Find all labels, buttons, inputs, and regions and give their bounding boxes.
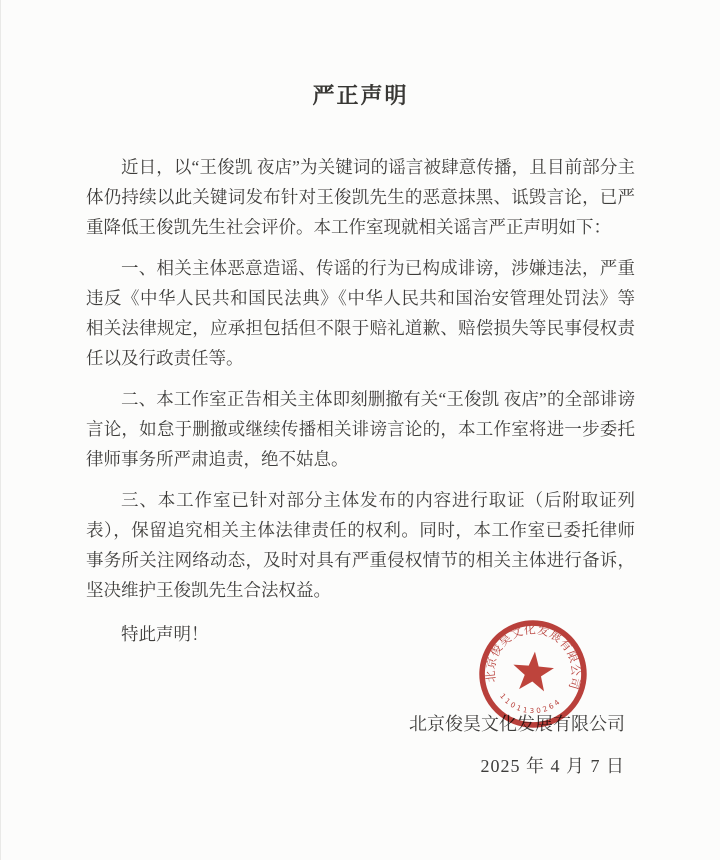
svg-text:1101130264 [497,691,564,718]
seal-serial-number: 1101130264 [498,691,564,716]
paragraph-item-1: 一、相关主体恶意造谣、传谣的行为已构成诽谤，涉嫌违法，严重违反《中华人民共和国民法典》《中华人民共和国治安管理处罚法》等相关法律规定，应承担包括但不限于赔礼道歉、赔偿损失等民事侵权责任以及行政责任等。 [86,258,635,368]
paragraph-item-2: 二、本工作室正告相关主体即刻删撤有关“王俊凯 夜店”的全部诽谤言论，如怠于删撤或继续传播相关诽谤言论的，本工作室将进一步委托律师事务所严肃追责，绝不姑息。 [86,389,635,469]
seal-ring-text: 北京俊昊文化发展有限公司 [484,623,583,692]
closing-line: 特此声明！ [121,624,209,644]
company-seal-stamp [472,613,593,734]
signature-date: 2025 年 4 月 7 日 [480,756,625,776]
statement-body [86,152,635,649]
page-title: 严正声明 [312,83,409,108]
signature-company: 北京俊昊文化发展有限公司 [409,714,625,734]
paragraph-item-3: 三、本工作室已针对部分主体发布的内容进行取证（后附取证列表），保留追究相关主体法律责任的权利。同时，本工作室已委托律师事务所关注网络动态，及时对具有严重侵权情节的相关主体进行备诉，坚决维护王俊凯先生合法权益。 [86,490,635,600]
seal-star-icon [511,650,555,692]
paragraph-intro: 近日，以“王俊凯 夜店”为关键词的谣言被肆意传播，且目前部分主体仍持续以此关键词发布针对王俊凯先生的恶意抹黑、诋毁言论，已严重降低王俊凯先生社会评价。本工作室现就相关谣言严正声明如下： [86,157,635,237]
